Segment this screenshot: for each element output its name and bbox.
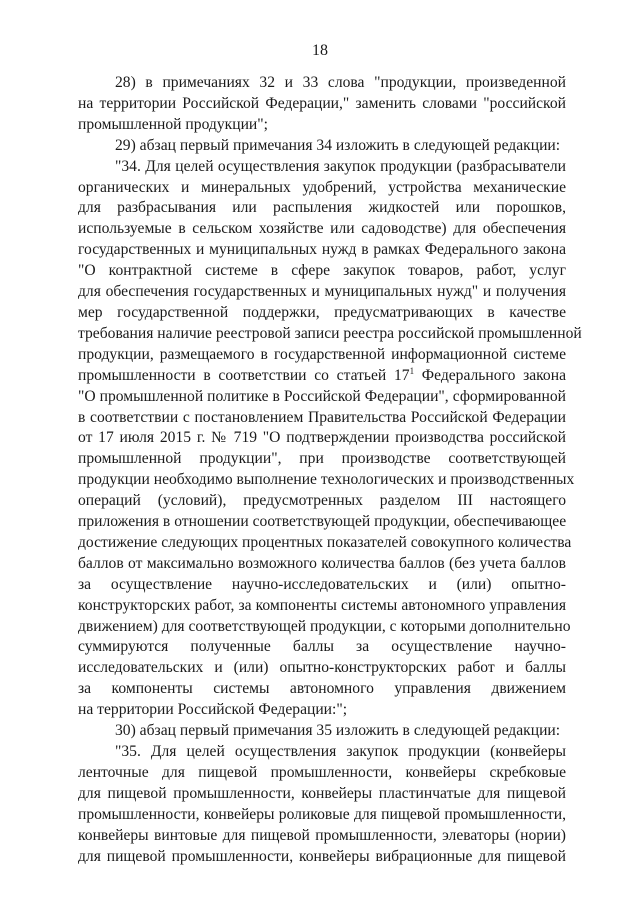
text-line: исследовательских и (или) опытно-конструкторских работ и баллы <box>78 659 566 677</box>
text-line: ленточные для пищевой промышленности, конвейеры скребковые <box>78 763 566 781</box>
text-line: "О контрактной системе в сфере закупок товаров, работ, услуг <box>78 262 566 280</box>
text-line: баллов от максимально возможного количества баллов (без учета баллов <box>78 554 566 572</box>
text-line: "35. Для целей осуществления закупок продукции (конвейеры <box>115 743 566 760</box>
amendment-paragraph-29 <box>78 136 566 157</box>
text-line: промышленной продукции", при производстве соответствующей <box>78 450 566 468</box>
text-line: используемые в сельском хозяйстве или садоводстве) для обеспечения <box>78 220 566 238</box>
text-line: "34. Для целей осуществления закупок продукции (разбрасыватели <box>115 157 566 175</box>
text-line: на территории Российской Федерации:"; <box>78 701 348 719</box>
text-line: промышленности, конвейеры роликовые для пищевой промышленности, <box>78 805 566 823</box>
page-number: 18 <box>312 42 328 59</box>
text-line: 30) абзац первый примечания 35 изложить в следующей редакции: <box>115 722 561 740</box>
text-line: требования наличие реестровой записи реестра российской промышленной <box>78 324 582 342</box>
text-line: конвейеры винтовые для пищевой промышленности, элеваторы (нории) <box>78 826 566 844</box>
text-line: движением) для соответствующей продукции, с которыми дополнительно <box>78 617 571 635</box>
text-line: достижение следующих процентных показателей совокупного количества <box>78 533 572 551</box>
text-line: для пищевой промышленности, конвейеры вибрационные для пищевой <box>78 847 566 865</box>
text-line: на территории Российской Федерации," заменить словами "российской <box>78 94 566 112</box>
text-line: продукции, размещаемого в государственной информационной системе <box>78 345 566 363</box>
text-line: "О промышленной политике в Российской Федерации", сформированной <box>78 387 566 405</box>
amendment-paragraph-30 <box>78 721 566 742</box>
superscript: 1 <box>409 365 415 376</box>
amendment-paragraph-28 <box>78 73 566 136</box>
text-line: для пищевой промышленности, конвейеры пластинчатые для пищевой <box>78 784 566 802</box>
text-line: от 17 июля 2015 г. № 719 "О подтверждении производства российской <box>78 429 566 447</box>
text-line: промышленной продукции"; <box>78 115 268 133</box>
text-line: суммируются полученные баллы за осуществление научно- <box>78 638 566 656</box>
text-line: органических и минеральных удобрений, устройства механические <box>78 178 566 196</box>
text-line: за компоненты системы автономного управления движением <box>78 680 566 698</box>
text-segment: Федерального закона <box>414 366 566 384</box>
text-line: в соответствии с постановлением Правительства Российской Федерации <box>78 408 566 426</box>
text-line: приложения в отношении соответствующей продукции, обеспечивающее <box>78 513 567 531</box>
text-line: мер государственной поддержки, предусматривающих в качестве <box>78 303 566 321</box>
document-body <box>78 73 582 867</box>
text-line: продукции необходимо выполнение технологических и производственных <box>78 471 575 489</box>
text-line: государственных и муниципальных нужд в рамках Федерального закона <box>78 241 566 259</box>
text-line: 28) в примечаниях 32 и 33 слова "продукции, произведенной <box>115 74 566 91</box>
note-35-text <box>78 742 566 867</box>
note-34-text <box>78 157 582 721</box>
text-line: для разбрасывания или распыления жидкостей или порошков, <box>78 199 566 217</box>
text-line-with-superscript <box>78 366 566 387</box>
text-line: 29) абзац первый примечания 34 изложить в следующей редакции: <box>115 136 561 154</box>
text-line: операций (условий), предусмотренных разделом III настоящего <box>78 492 566 510</box>
text-line: конструкторских работ, за компоненты системы автономного управления <box>78 596 566 614</box>
text-segment: промышленности в соответствии со статьей 17 <box>78 366 410 384</box>
text-line: за осуществление научно-исследовательских и (или) опытно- <box>78 575 566 593</box>
text-line: для обеспечения государственных и муниципальных нужд" и получения <box>78 283 566 301</box>
